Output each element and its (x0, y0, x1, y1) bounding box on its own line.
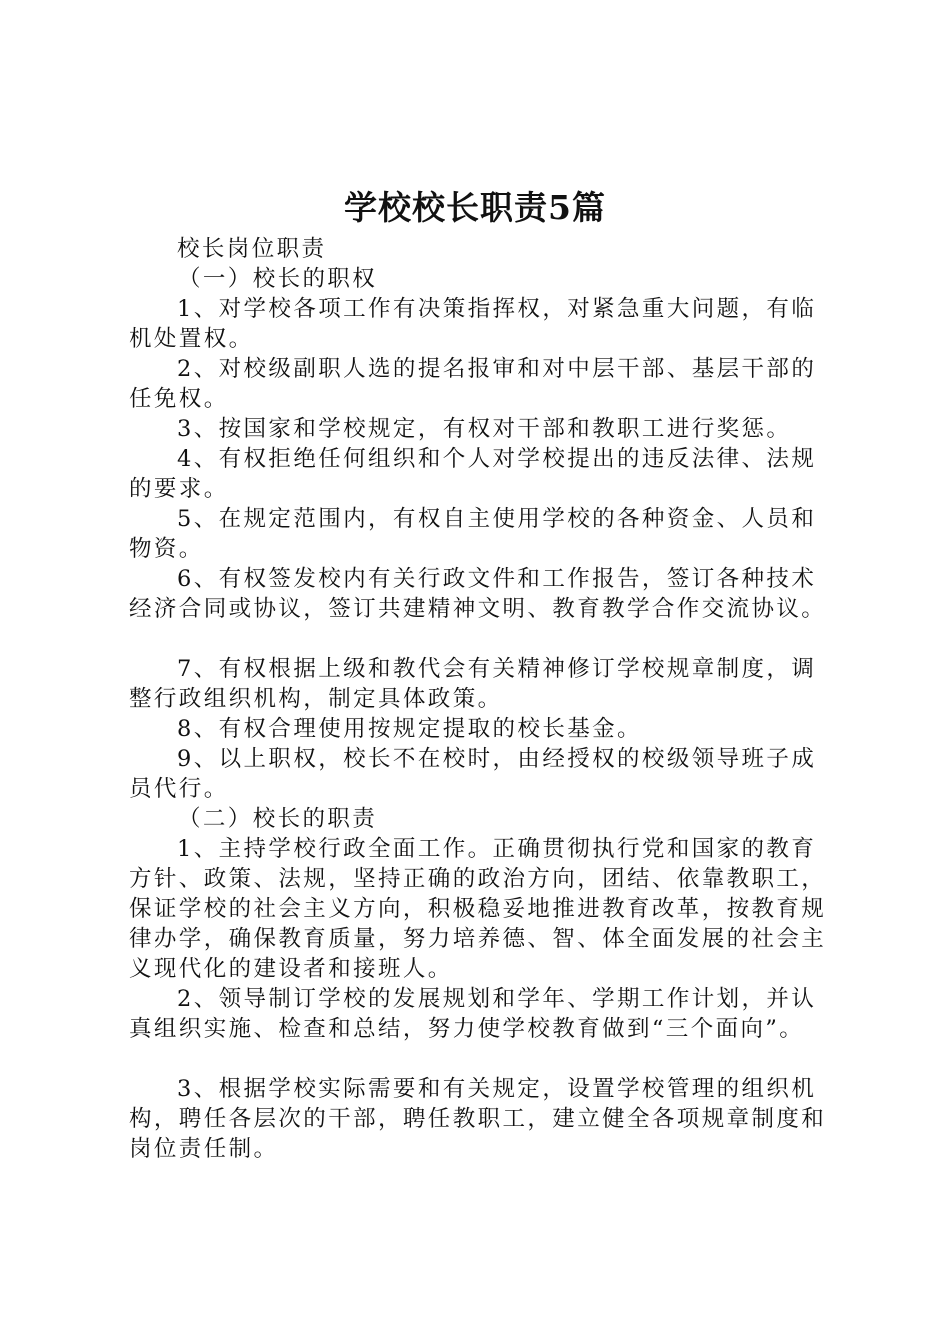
paragraph: 2、对校级副职人选的提名报审和对中层干部、基层干部的任免权。 (129, 356, 817, 412)
section-heading: 校长岗位职责 (177, 236, 327, 262)
paragraph: 4、有权拒绝任何组织和个人对学校提出的违反法律、法规的要求。 (129, 446, 817, 502)
paragraph: 3、根据学校实际需要和有关规定，设置学校管理的组织机构，聘任各层次的干部，聘任教职工，建立健全各项规章制度和岗位责任制。 (129, 1076, 827, 1162)
document-title: 学校校长职责5篇 (344, 188, 606, 227)
paragraph: 6、有权签发校内有关行政文件和工作报告，签订各种技术经济合同或协议，签订共建精神文明、教育教学合作交流协议。 (129, 566, 827, 622)
paragraph: 5、在规定范围内，有权自主使用学校的各种资金、人员和物资。 (129, 506, 817, 562)
document-body (129, 234, 829, 1164)
paragraph: 1、对学校各项工作有决策指挥权，对紧急重大问题，有临机处置权。 (129, 296, 817, 352)
paragraph: 8、有权合理使用按规定提取的校长基金。 (177, 716, 642, 742)
subsection-heading: （二）校长的职责 (178, 806, 378, 832)
paragraph: 9、以上职权，校长不在校时，由经授权的校级领导班子成员代行。 (129, 746, 817, 802)
subsection-heading: （一）校长的职权 (178, 266, 378, 292)
paragraph: 1、主持学校行政全面工作。正确贯彻执行党和国家的教育方针、政策、法规，坚持正确的政治方向，团结、依靠教职工，保证学校的社会主义方向，积极稳妥地推进教育改革，按教育规律办学，确保教育质量，努力培养德、智、体全面发展的社会主义现代化的建设者和接班人。 (129, 836, 827, 982)
paragraph: 2、领导制订学校的发展规划和学年、学期工作计划，并认真组织实施、检查和总结，努力使学校教育做到“三个面向”。 (129, 986, 817, 1042)
paragraph: 7、有权根据上级和教代会有关精神修订学校规章制度，调整行政组织机构，制定具体政策。 (129, 656, 817, 712)
paragraph: 3、按国家和学校规定，有权对干部和教职工进行奖惩。 (177, 416, 792, 442)
